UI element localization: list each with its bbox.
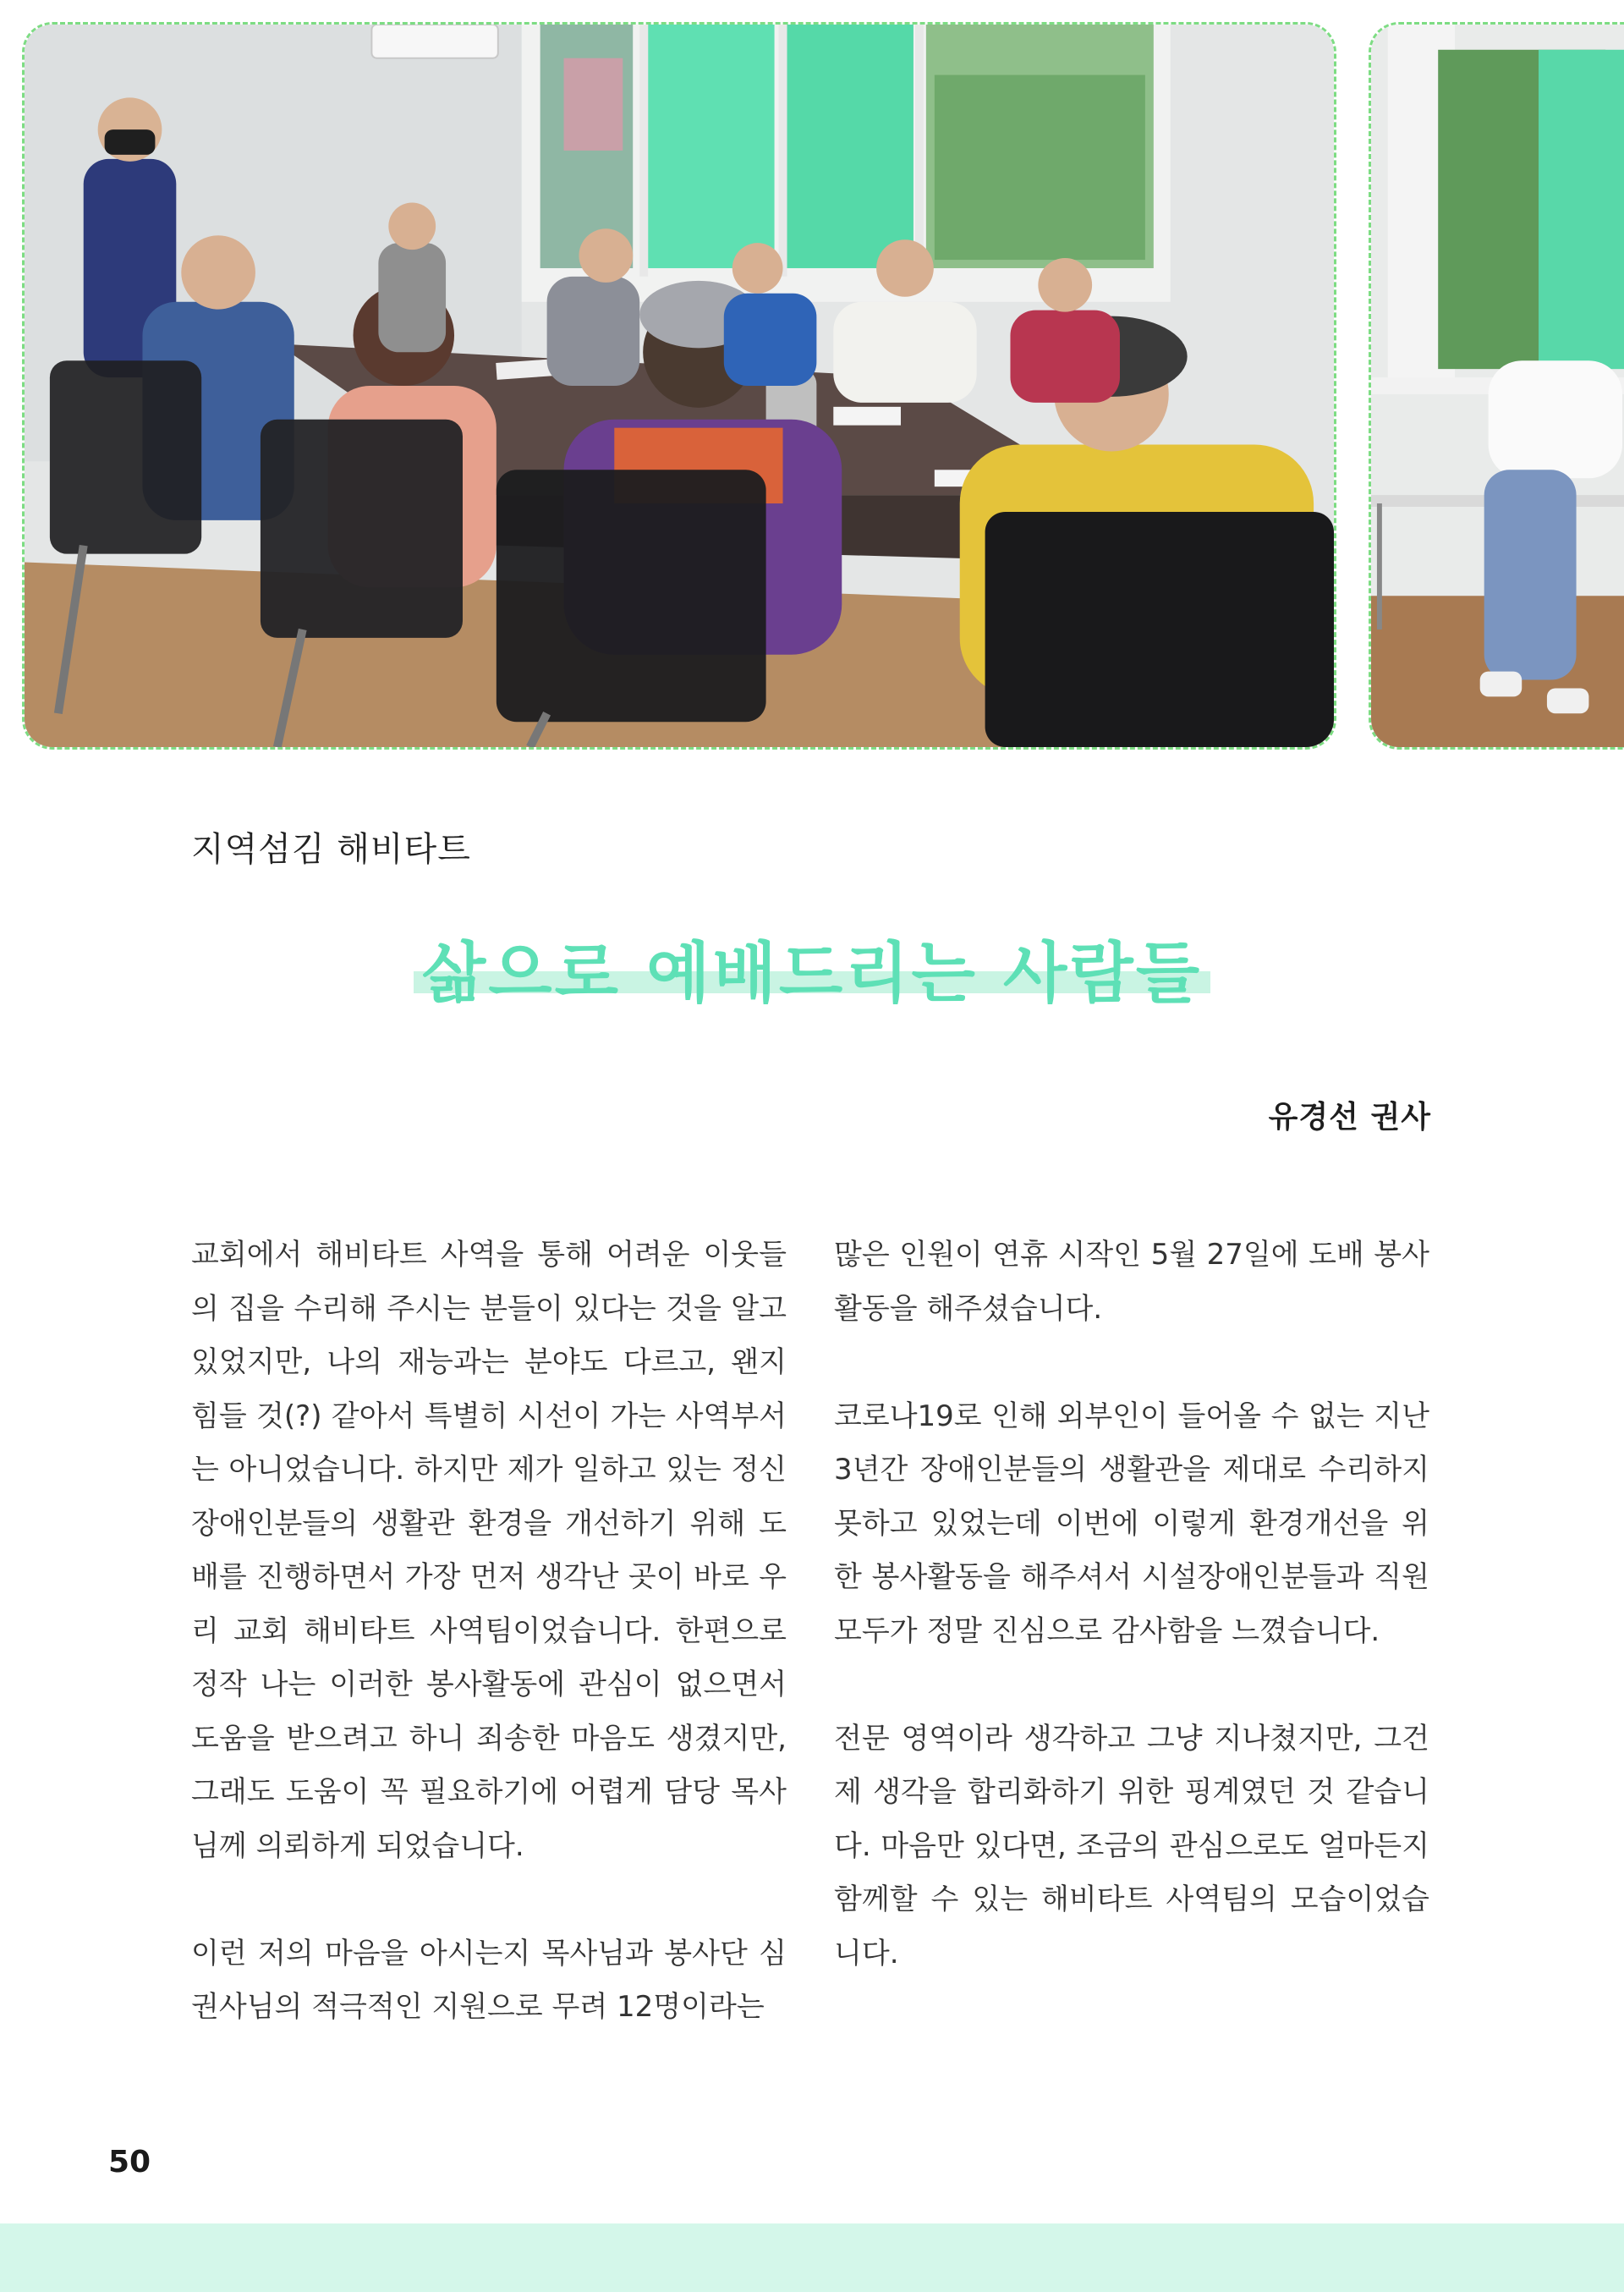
paragraph: 많은 인원이 연휴 시작인 5월 27일에 도배 봉사활동을 해주셨습니다. xyxy=(834,1238,1429,1326)
paragraph: 코로나19로 인해 외부인이 들어올 수 없는 지난 3년간 장애인분들의 생활관을 제대로 수리하지 못하고 있었는데 이번에 이렇게 환경개선을 위한 봉사활동을 해주셔서 시설장애인분들과 직원 모두가 정말 진심으로 감사함을 느꼈습니다. xyxy=(834,1399,1429,1648)
paragraph: 이런 저의 마음을 아시는지 목사님과 봉사단 심권사님의 적극적인 지원으로 무려 12명이라는 xyxy=(191,1936,787,2024)
article-title: 삶으로 예배드리는 사람들 xyxy=(414,921,1210,1015)
body-column-right xyxy=(834,1228,1429,1981)
volunteer-side-photo xyxy=(1369,22,1624,750)
paragraph: 전문 영역이라 생각하고 그냥 지나쳤지만, 그건 제 생각을 합리화하기 위한 핑계였던 것 같습니다. 마음만 있다면, 조금의 관심으로도 얼마든지 함께할 수 있는 해비타트 사역팀의 모습이었습니다. xyxy=(834,1721,1429,1970)
title-wrapper xyxy=(0,921,1624,1015)
page-number: 50 xyxy=(108,2145,151,2179)
article-author: 유경선 권사 xyxy=(1268,1100,1431,1135)
series-label: 지역섬김 해비타트 xyxy=(191,830,471,869)
body-column-left xyxy=(191,1228,787,2035)
paragraph: 교회에서 해비타트 사역을 통해 어려운 이웃들의 집을 수리해 주시는 분들이 있다는 것을 알고 있었지만, 나의 재능과는 분야도 다르고, 왠지 힘들 것(?) 같아서 특별히 시선이 가는 사역부서는 아니었습니다. 하지만 제가 일하고 있는 정신장애인분들의 생활관 환경을 개선하기 위해 도배를 진행하면서 가장 먼저 생각난 곳이 바로 우리 교회 해비타트 사역팀이었습니다. 한편으로 정작 나는 이러한 봉사활동에 관심이 없으면서 도움을 받으려고 하니 죄송한 마음도 생겼지만, 그래도 도움이 꼭 필요하기에 어렵게 담당 목사님께 의뢰하게 되었습니다. xyxy=(191,1238,787,1863)
footer-band xyxy=(0,2223,1624,2292)
meeting-room-photo xyxy=(22,22,1336,750)
meeting-photo-illustration xyxy=(25,25,1334,747)
side-photo-illustration xyxy=(1371,25,1624,747)
